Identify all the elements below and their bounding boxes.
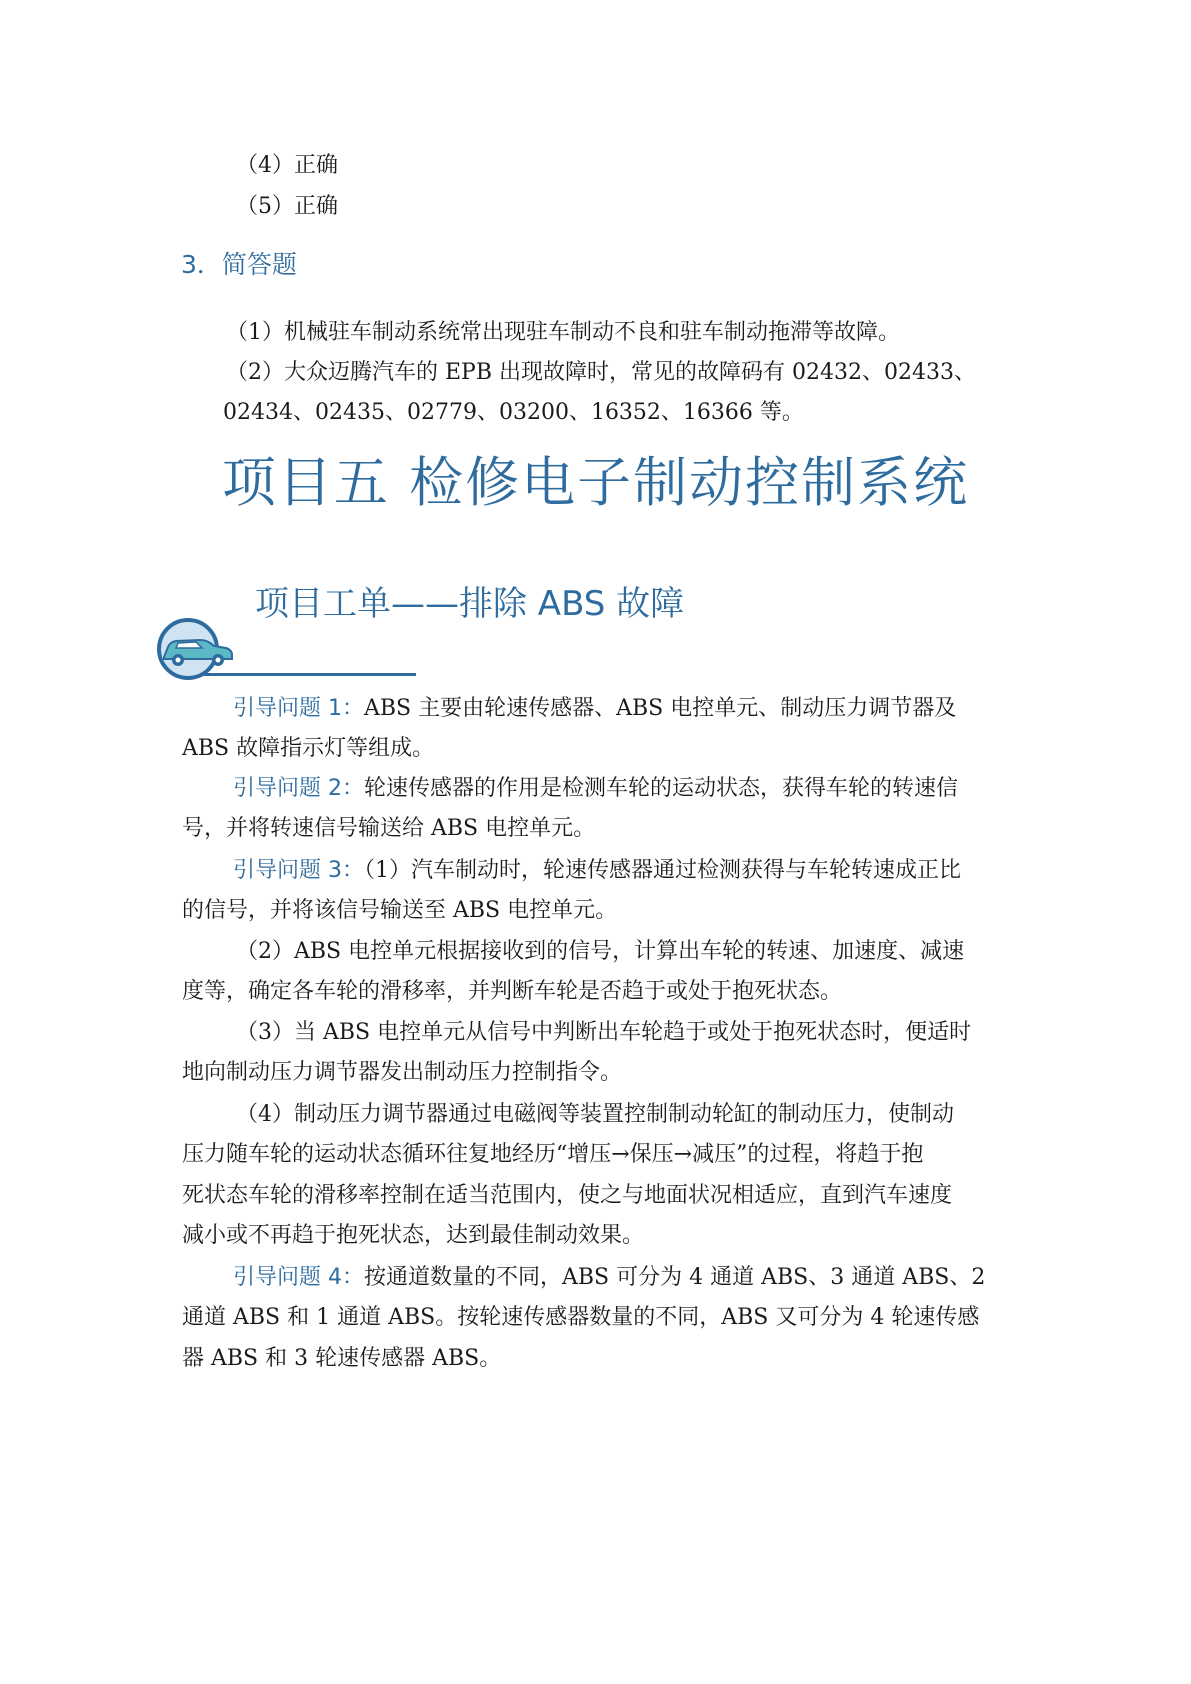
guide-text-3-p4-line3: 死状态车轮的滑移率控制在适当范围内，使之与地面状况相适应，直到汽车速度 — [182, 1183, 953, 1208]
guide-text-4-line2: 通道 ABS 和 1 通道 ABS。按轮速传感器数量的不同，ABS 又可分为 4 轮速传感 — [182, 1305, 980, 1330]
guide-text-2-line1: 轮速传感器的作用是检测车轮的运动状态，获得车轮的转速信 — [364, 776, 959, 801]
guide-text-3-p3-line2: 地向制动压力调节器发出制动压力控制指令。 — [182, 1060, 623, 1085]
guide-question-2 — [233, 774, 958, 804]
guide-text-3-p2-line2: 度等，确定各车轮的滑移率，并判断车轮是否趋于或处于抱死状态。 — [182, 979, 843, 1004]
car-icon — [156, 617, 236, 681]
worksheet-title: 项目工单——排除 ABS 故障 — [255, 584, 685, 624]
guide-text-3-p2-line1: （2）ABS 电控单元根据接收到的信号，计算出车轮的转速、加速度、减速 — [236, 939, 965, 964]
short-answer-2-line2: 02434、02435、02779、03200、16352、16366 等。 — [223, 400, 804, 425]
guide-text-3-p3-line1: （3）当 ABS 电控单元从信号中判断出车轮趋于或处于抱死状态时，便适时 — [236, 1020, 972, 1045]
guide-text-3-line2: 的信号，并将该信号输送至 ABS 电控单元。 — [182, 898, 618, 923]
guide-text-3-line1: （1）汽车制动时，轮速传感器通过检测获得与车轮转速成正比 — [364, 858, 961, 883]
guide-text-3-p4-line4: 减小或不再趋于抱死状态，达到最佳制动效果。 — [182, 1223, 645, 1248]
guide-text-4-line3: 器 ABS 和 3 轮速传感器 ABS。 — [182, 1346, 502, 1371]
guide-question-1 — [233, 694, 956, 724]
guide-text-4-line1: 按通道数量的不同，ABS 可分为 4 通道 ABS、3 通道 ABS、2 — [364, 1265, 986, 1290]
answer-item-4: （4）正确 — [236, 153, 338, 178]
guide-label-1: 引导问题 1： — [233, 696, 364, 721]
guide-text-1-line1: ABS 主要由轮速传感器、ABS 电控单元、制动压力调节器及 — [364, 696, 957, 721]
guide-text-2-line2: 号，并将转速信号输送给 ABS 电控单元。 — [182, 816, 596, 841]
guide-text-3-p4-line1: （4）制动压力调节器通过电磁阀等装置控制制动轮缸的制动压力，使制动 — [236, 1102, 954, 1127]
worksheet-title-underline — [200, 673, 416, 676]
guide-question-4 — [233, 1263, 985, 1293]
guide-text-3-p4-line2: 压力随车轮的运动状态循环往复地经历“增压→保压→减压”的过程，将趋于抱 — [182, 1142, 924, 1167]
short-answer-2-line1: （2）大众迈腾汽车的 EPB 出现故障时，常见的故障码有 02432、02433、 — [226, 360, 976, 385]
section-heading-short-answer: 3．简答题 — [181, 250, 297, 279]
short-answer-1: （1）机械驻车制动系统常出现驻车制动不良和驻车制动拖滞等故障。 — [226, 320, 900, 345]
guide-label-3: 引导问题 3： — [233, 858, 364, 883]
guide-text-1-line2: ABS 故障指示灯等组成。 — [182, 736, 435, 761]
guide-label-2: 引导问题 2： — [233, 776, 364, 801]
guide-question-3 — [233, 856, 961, 886]
project-title: 项目五 检修电子制动控制系统 — [221, 451, 970, 514]
answer-item-5: （5）正确 — [236, 194, 338, 219]
guide-label-4: 引导问题 4： — [233, 1265, 364, 1290]
